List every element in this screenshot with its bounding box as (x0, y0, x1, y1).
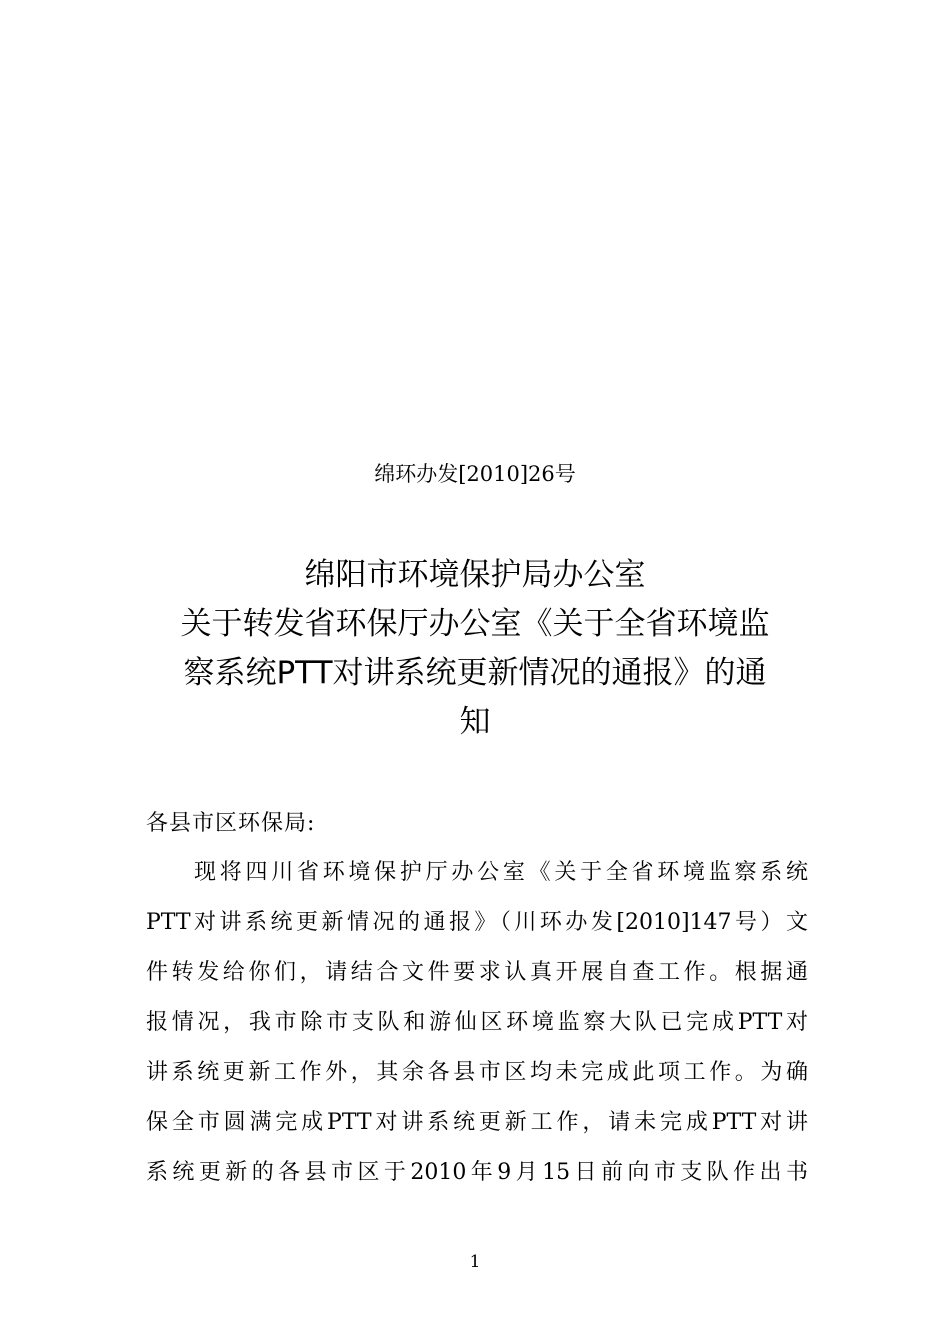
body-line: 现将四川省环境保护厅办公室《关于全省环境监察系统 (194, 860, 808, 885)
body-line: PTT对讲系统更新情况的通报》（川环办发[2010]147号）文 (146, 910, 808, 935)
title-line: 知 (459, 704, 491, 740)
title-line: 关于转发省环保厅办公室《关于全省环境监 (180, 606, 770, 642)
document-title (140, 551, 810, 747)
body-line: 讲系统更新工作外，其余各县市区均未完成此项工作。为确 (146, 1060, 808, 1085)
body-line: 保全市圆满完成PTT对讲系统更新工作，请未完成PTT对讲 (146, 1110, 808, 1135)
body-line: 系统更新的各县市区于2010年9月15日前向市支队作出书 (146, 1160, 808, 1185)
title-line: 察系统PTT对讲系统更新情况的通报》的通 (183, 655, 767, 691)
salutation: 各县市区环保局: (146, 811, 316, 836)
body-line: 件转发给你们，请结合文件要求认真开展自查工作。根据通 (146, 960, 808, 985)
title-line: 绵阳市环境保护局办公室 (304, 557, 646, 593)
body-line: 报情况，我市除市支队和游仙区环境监察大队已完成PTT对 (146, 1010, 808, 1035)
page-number: 1 (469, 1252, 481, 1272)
body-text (146, 857, 808, 1207)
document-number: 绵环办发[2010]26号 (374, 462, 576, 486)
